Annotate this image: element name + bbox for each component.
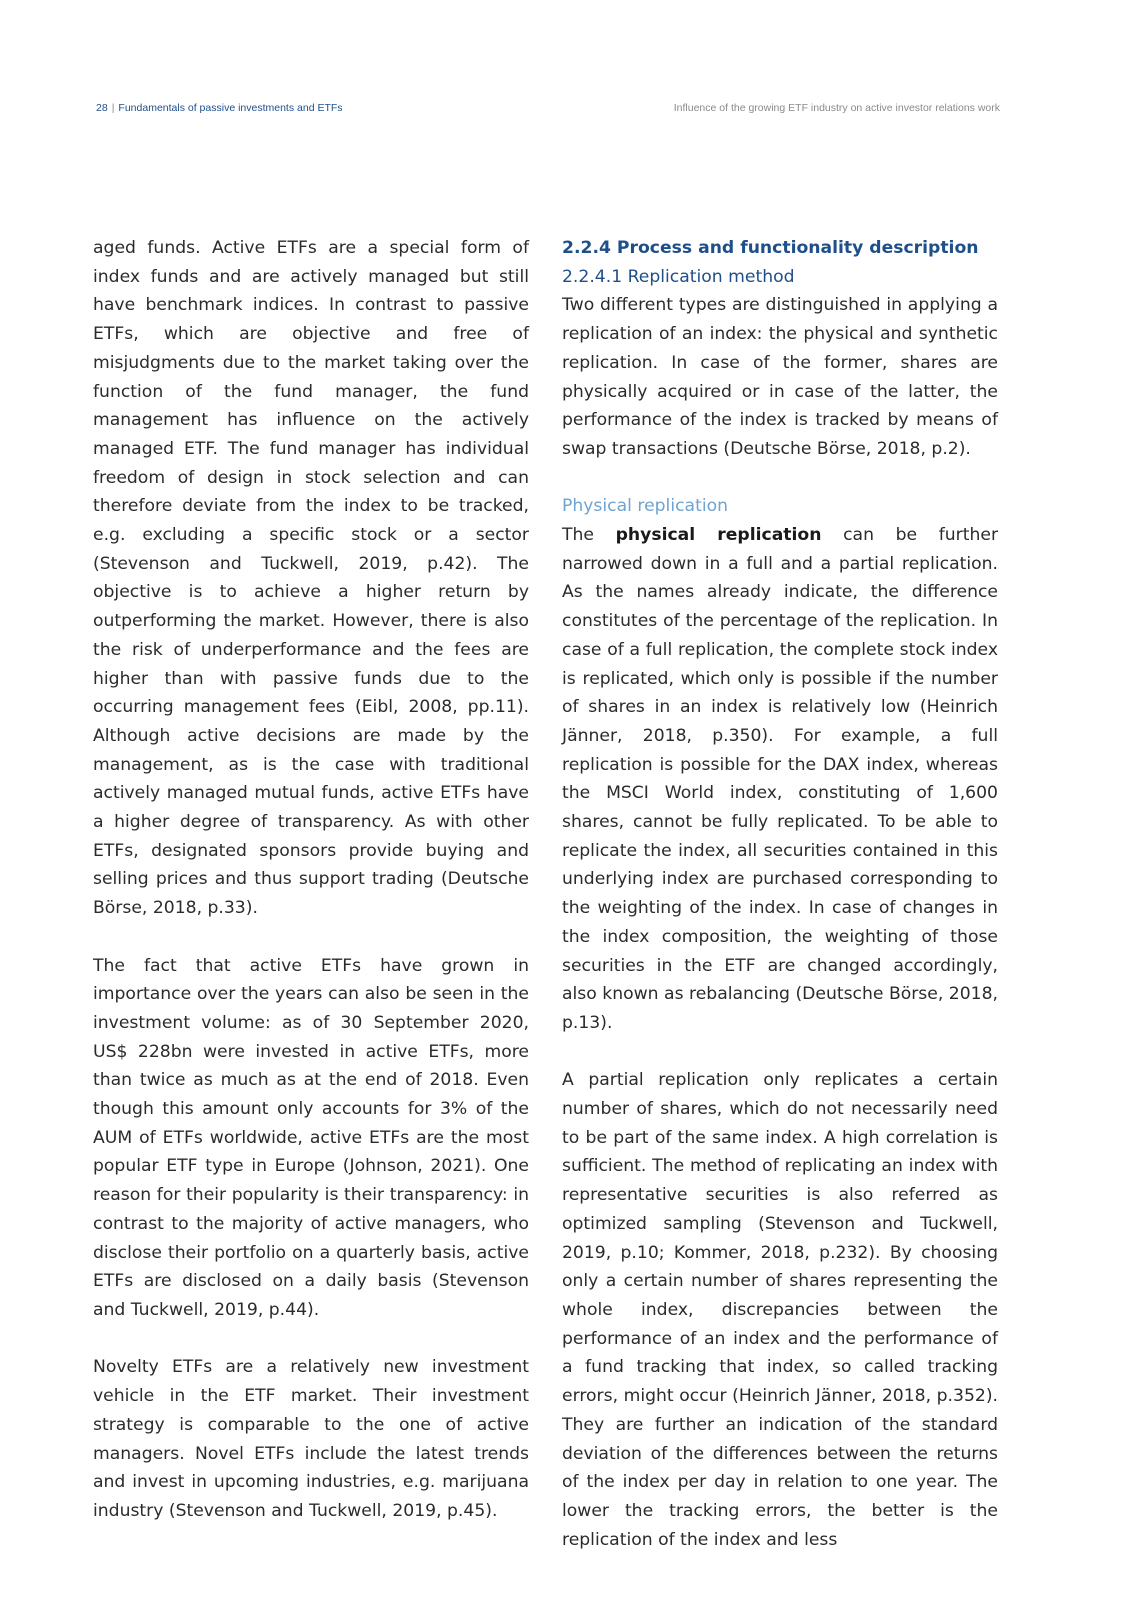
physical-replication-heading: Physical replication [562,496,729,517]
page-number: 28 [96,102,108,114]
left-paragraph-1: aged funds. Active ETFs are a special form of index funds and are actively managed but still have benchmark indices. In contrast to passive ETFs, which are objective and free of misjudgments due to the market taking over the function of the fund manager, the fund management has influence on the actively managed ETF. The fund manager has individual freedom of design in stock selection and can therefore deviate from the index to be tracked, e.g. excluding a specific stock or a sector (Stevenson and Tuckwell, 2019, p.42). The objective is to achieve a higher return by outperforming the market. However, there is also the risk of underperformance and the fees are higher than with passive funds due to the occurring management fees (Eibl, 2008, pp.11). Although active decisions are made by the management, as is the case with traditional actively managed mutual funds, active ETFs have a higher degree of transparency. As with other ETFs, designated sponsors provide buying and selling prices and thus support trading (Deutsche Börse, 2018, p.33). [93,238,529,919]
right-paragraph-2 [562,521,998,1038]
document-title: Influence of the growing ETF industry on active investor relations work [673,102,1000,114]
left-paragraph-2: The fact that active ETFs have grown in importance over the years can also be seen in the investment volume: as of 30 September 2020, US$ 228bn were invested in active ETFs, more than twice as much as at the end of 2018. Even though this amount only accounts for 3% of the AUM of ETFs worldwide, active ETFs are the most popular ETF type in Europe (Johnson, 2021). One reason for their popularity is their transparency: in contrast to the majority of active managers, who disclose their portfolio on a quarterly basis, active ETFs are disclosed on a daily basis (Stevenson and Tuckwell, 2019, p.44). [93,955,529,1320]
left-column [93,234,529,1526]
running-header [96,100,1000,116]
section-heading: 2.2.4 Process and functionality description [562,238,979,258]
left-paragraph-3: Novelty ETFs are a relatively new investment vehicle in the ETF market. Their investment strategy is comparable to the one of active managers. Novel ETFs include the latest trends and invest in upcoming industries, e.g. marijuana industry (Stevenson and Tuckwell, 2019, p.45). [93,1357,529,1521]
right-paragraph-1: Two different types are distinguished in applying a replication of an index: the physical and synthetic replication. In case of the former, shares are physically acquired or in case of the latter, the performance of the index is tracked by means of swap transactions (Deutsche Börse, 2018, p.2). [562,295,998,459]
physical-replication-term: physical replication [615,525,822,546]
right-paragraph-3: A partial replication only replicates a certain number of shares, which do not necessarily need to be part of the same index. A high correlation is sufficient. The method of replicating an index with representative securities is also referred as optimized sampling (Stevenson and Tuckwell, 2019, p.10; Kommer, 2018, p.232). By choosing only a certain number of shares representing the whole index, discrepancies between the performance of an index and the performance of a fund tracking that index, so called tracking errors, might occur (Heinrich Jänner, 2018, p.352). They are further an indication of the standard deviation of the differences between the returns of the index per day in relation to one year. The lower the tracking errors, the better is the replication of the index and less [562,1070,998,1550]
header-separator: | [111,102,115,114]
subsection-heading: 2.2.4.1 Replication method [562,266,795,287]
chapter-title: Fundamentals of passive investments and ETFs [118,102,343,114]
right-column [562,234,998,1554]
header-left [96,100,343,116]
p2-lead: The [562,525,594,546]
p2-rest: can be further narrowed down in a full and a partial replication. As the names already indicate, the difference constitutes of the percentage of the replication. In case of a full replication, the complete stock index is replicated, which only is possible if the number of shares in an index is relatively low (Heinrich Jänner, 2018, p.350). For example, a full replication is possible for the DAX index, whereas the MSCI World index, constituting of 1,600 shares, cannot be fully replicated. To be able to replicate the index, all securities contained in this underlying index are purchased corresponding to the weighting of the index. In case of changes in the index composition, the weighting of those securities in the ETF are changed accordingly, also known as rebalancing (Deutsche Börse, 2018, p.13). [562,525,999,1033]
